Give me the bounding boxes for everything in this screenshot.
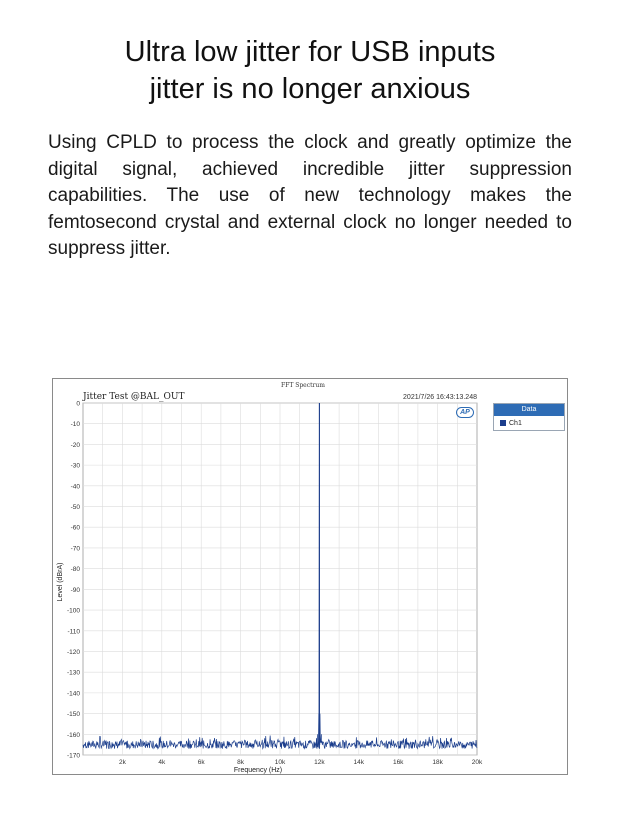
legend-item-ch1[interactable] — [494, 416, 564, 430]
y-tick-label: -90 — [70, 586, 80, 594]
y-tick-label: -120 — [66, 648, 80, 656]
y-tick-label: -160 — [66, 731, 80, 739]
y-tick-label: -20 — [70, 441, 80, 449]
headline-line-1: Ultra low jitter for USB inputs — [124, 36, 496, 68]
y-tick-label: 0 — [76, 400, 80, 408]
chart-test-name: Jitter Test @BAL_OUT — [83, 392, 185, 402]
legend-swatch-ch1 — [500, 420, 506, 426]
y-tick-label: -40 — [70, 483, 80, 491]
ap-logo-icon: AP — [456, 407, 474, 418]
y-tick-label: -10 — [70, 421, 80, 429]
y-tick-label: -70 — [70, 545, 80, 553]
headline — [0, 34, 620, 108]
y-tick-label: -60 — [70, 524, 80, 532]
x-tick-label: 2k — [118, 759, 126, 766]
y-tick-label: -150 — [66, 711, 80, 719]
y-tick-label: -50 — [70, 504, 80, 512]
x-tick-label: 18k — [432, 759, 443, 766]
x-tick-label: 14k — [353, 759, 365, 766]
y-axis-label: Level (dBrA) — [57, 562, 64, 602]
y-tick-label: -30 — [70, 462, 80, 470]
legend-label-ch1: Ch1 — [509, 419, 522, 427]
x-tick-label: 10k — [274, 759, 286, 766]
chart-timestamp: 2021/7/26 16:43:13.248 — [403, 394, 477, 401]
legend-title: Data — [494, 404, 564, 416]
x-tick-label: 8k — [237, 759, 245, 766]
y-tick-label: -80 — [70, 566, 80, 574]
x-tick-label: 12k — [314, 759, 325, 766]
description-paragraph: Using CPLD to process the clock and greatly optimize the digital signal, achieved incredible jitter suppression capabilities. The use of new technology makes the femtosecond crystal and external clock no longer needed to suppress jitter. — [48, 132, 572, 259]
x-axis-ticks — [119, 759, 483, 766]
legend — [493, 403, 565, 431]
y-tick-label: -130 — [66, 669, 80, 677]
y-tick-label: -170 — [66, 752, 80, 760]
x-tick-label: 6k — [197, 759, 205, 766]
y-tick-label: -140 — [66, 690, 80, 698]
headline-line-2: jitter is no longer anxious — [149, 73, 471, 105]
chart-grid — [83, 403, 477, 755]
x-tick-label: 16k — [392, 759, 404, 766]
y-axis-ticks — [67, 401, 80, 760]
y-tick-label: -100 — [66, 607, 80, 615]
fft-spectrum-chart — [53, 379, 569, 776]
fft-chart-frame — [52, 378, 568, 775]
y-tick-label: -110 — [67, 628, 80, 636]
x-axis-label: Frequency (Hz) — [233, 767, 283, 774]
chart-window-title: FFT Spectrum — [281, 382, 325, 389]
x-tick-label: 4k — [158, 759, 166, 766]
x-tick-label: 20k — [471, 759, 483, 766]
